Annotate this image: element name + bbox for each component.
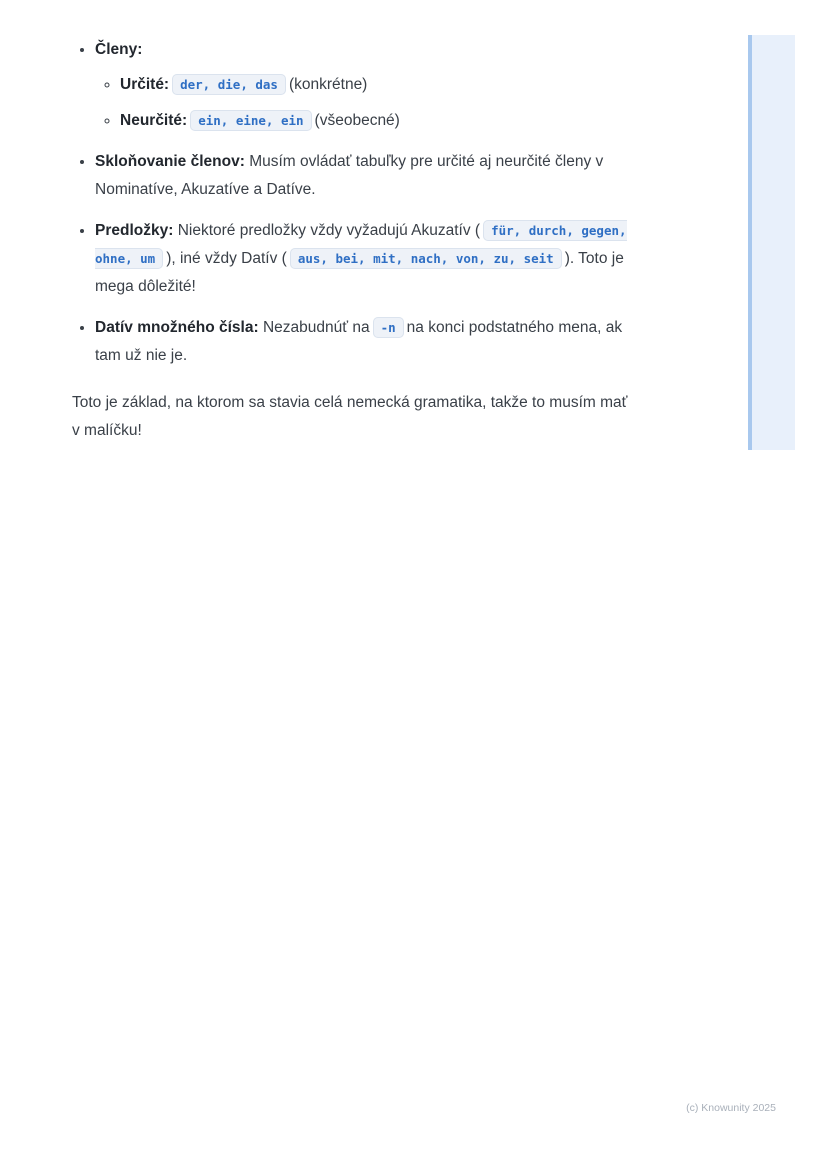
sub-bullet-list [95,71,638,135]
code-chip-accusative-prepositions: für, durch, gegen, ohne, um [95,220,627,269]
closing-paragraph: Toto je základ, na ktorom sa stavia celá nemecká gramatika, takže to musím mať v malíčku! [72,394,628,439]
item-text: (všeobecné) [314,112,400,129]
list-item-neurcite [120,107,638,135]
copyright-footer: (c) Knowunity 2025 [686,1102,776,1114]
item-label: Určité: [120,76,170,93]
item-text: (konkrétne) [288,76,368,93]
code-chip-n-suffix: -n [373,317,404,338]
code-chip-definite-articles: der, die, das [172,74,286,95]
list-item-predlozky [95,217,638,301]
item-text: ). Toto je mega dôležité! [95,250,624,295]
item-text: Musím ovládať tabuľky pre určité aj neurčité členy v Nominatíve, Akuzatíve a Datíve. [95,153,604,198]
item-text: ), iné vždy Datív ( [166,250,287,267]
item-label: Neurčité: [120,112,188,129]
next-page-preview-strip [748,35,795,450]
code-chip-indefinite-articles: ein, eine, ein [190,110,311,131]
bullet-list [72,36,638,370]
list-item-cleny [95,36,638,135]
code-chip-dative-prepositions: aus, bei, mit, nach, von, zu, seit [290,248,562,269]
item-text: Niektoré predložky vždy vyžadujú Akuzatív ( [173,222,481,239]
item-text: na konci podstatného mena, ak tam už nie je. [95,319,623,364]
item-label: Datív množného čísla: [95,319,259,336]
item-label: Skloňovanie členov: [95,153,245,170]
item-label: Členy: [95,41,143,58]
item-text: Nezabudnúť na [258,319,370,336]
list-item-urcite [120,71,638,99]
note-content [72,36,638,445]
list-item-sklonovanie [95,148,638,204]
item-label: Predložky: [95,222,174,239]
list-item-dativ [95,314,638,370]
